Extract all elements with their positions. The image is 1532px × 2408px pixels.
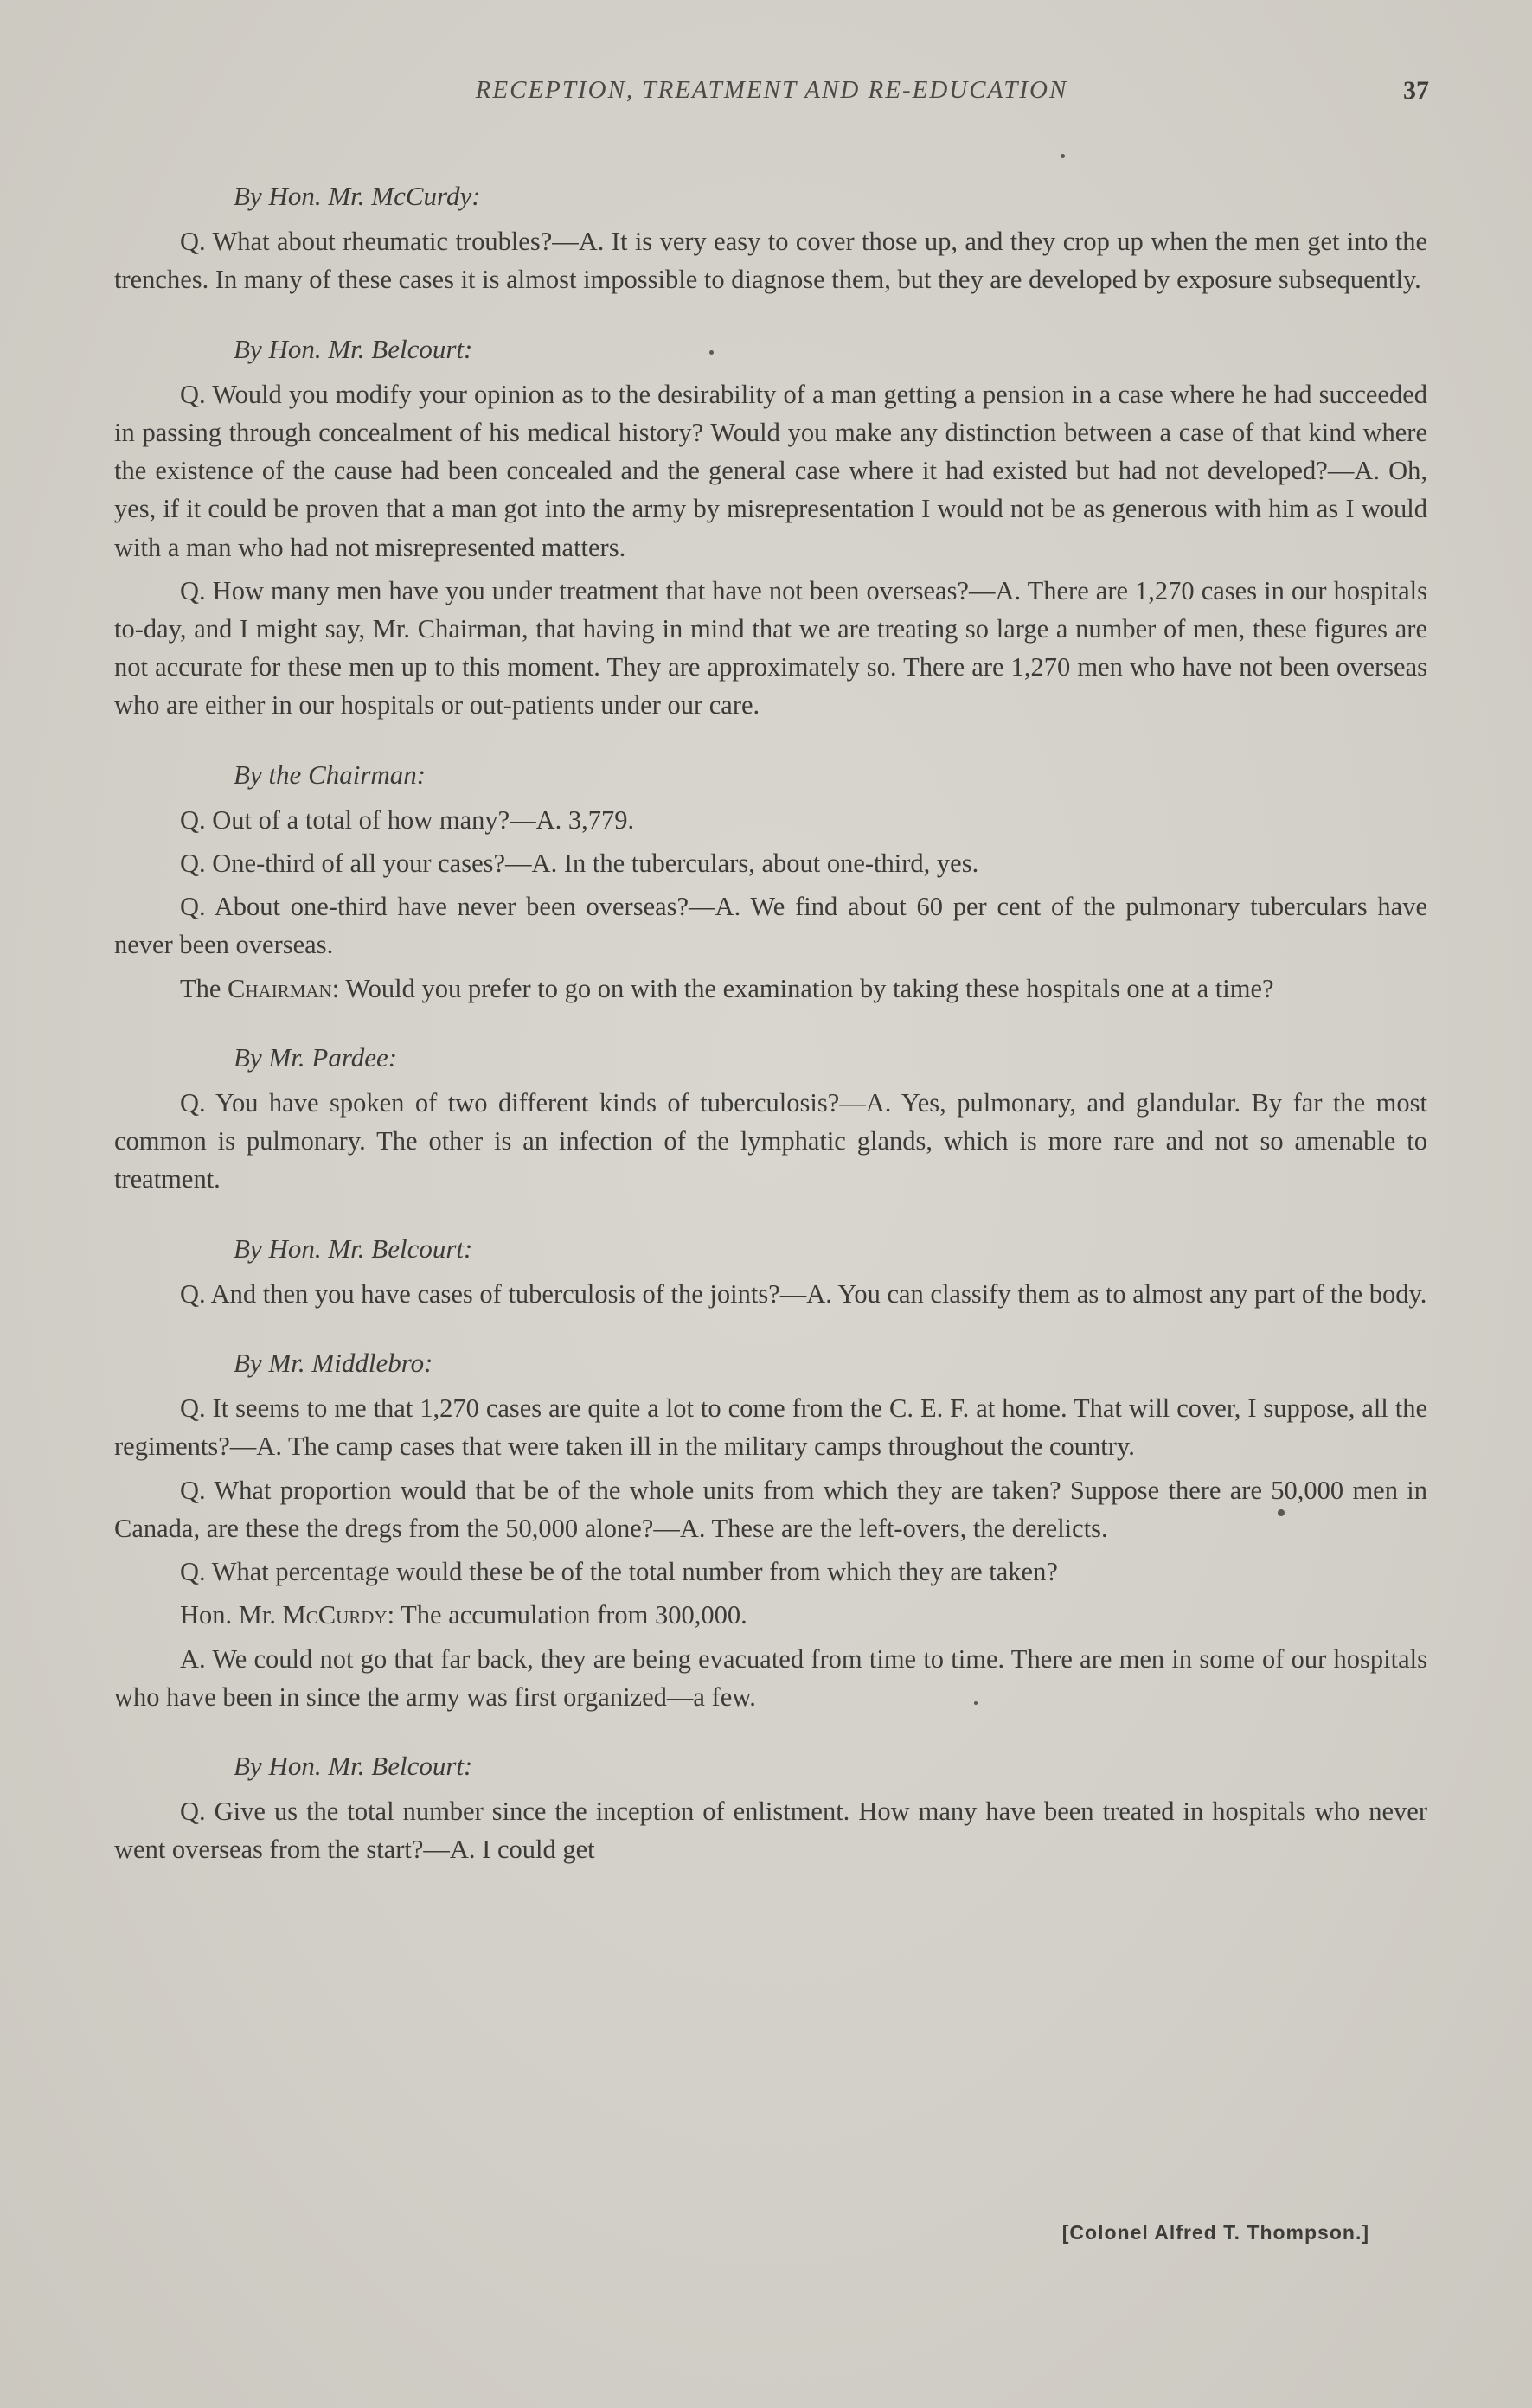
testimony-paragraph: Q. About one-third have never been overseas?—A. We find about 60 per cent of the pulmonary tuberculars have never been overseas. <box>114 892 1427 960</box>
paper-speck <box>1278 1509 1285 1516</box>
statement-prefix: The <box>180 973 228 1003</box>
testimony-paragraph: Q. It seems to me that 1,270 cases are quite a lot to come from the C. E. F. at home. That will cover, I suppose, all the regiments?—A. The camp cases that were taken ill in the military camps throughout the country. <box>114 1393 1427 1462</box>
testimony-paragraph: Q. And then you have cases of tuberculosis of the joints?—A. You can classify them as to almost any part of the body. <box>180 1278 1427 1309</box>
chairman-statement <box>114 970 1427 1008</box>
speaker-heading: By Hon. Mr. Belcourt: <box>234 1233 473 1264</box>
testimony-paragraph: A. We could not go that far back, they are being evacuated from time to time. There are men in some of our hospitals who have been in since the army was first organized—a few. <box>114 1643 1427 1712</box>
paper-speck <box>709 350 714 355</box>
testimony-paragraph: Q. Out of a total of how many?—A. 3,779. <box>180 804 635 835</box>
mccurdy-statement <box>114 1596 1427 1634</box>
testimony-paragraph: Q. What percentage would these be of the total number from which they are taken? <box>180 1557 1058 1587</box>
testimony-paragraph: Q. What about rheumatic troubles?—A. It is very easy to cover those up, and they crop up when the men get into the trenches. In many of these cases it is almost impossible to diagnose them, but they are developed by exposure subsequently. <box>114 227 1427 295</box>
testimony-paragraph: Q. Give us the total number since the inception of enlistment. How many have been treated in hospitals who never went overseas from the start?—A. I could get <box>114 1796 1427 1865</box>
speaker-heading: By Hon. Mr. Belcourt: <box>234 1750 473 1781</box>
speaker-heading: By the Chairman: <box>234 759 426 790</box>
testimony-paragraph: Q. You have spoken of two different kinds of tuberculosis?—A. Yes, pulmonary, and glandular. By far the most common is pulmonary. The other is an infection of the lymphatic glands, which is more rare and not so amenable to treatment. <box>114 1088 1427 1194</box>
paper-speck <box>1061 154 1065 158</box>
speaker-heading: By Hon. Mr. McCurdy: <box>234 181 481 211</box>
speaker-heading: By Mr. Pardee: <box>234 1041 398 1073</box>
running-head: RECEPTION, TREATMENT AND RE-EDUCATION <box>475 76 1068 104</box>
paper-speck <box>974 1701 978 1705</box>
testimony-paragraph: Q. How many men have you under treatment that have not been overseas?—A. There are 1,270 cases in our hospitals to-day, and I might say, Mr. Chairman, that having in mind that we are treating so large a number of men, these figures are not accurate for these men up to this moment. They are approximately so. There are 1,270 men who have not been overseas who are either in our hospitals or out-patients under our care. <box>114 575 1427 720</box>
witness-credit: [Colonel Alfred T. Thompson.] <box>1061 2221 1369 2244</box>
statement-text: : Would you prefer to go on with the examination by taking these hospitals one at a time? <box>331 973 1274 1003</box>
testimony-paragraph: Q. One-third of all your cases?—A. In the tuberculars, about one-third, yes. <box>180 849 979 879</box>
statement-text: : The accumulation from 300,000. <box>387 1600 747 1630</box>
testimony-body <box>114 177 1427 1869</box>
speaker-heading: By Hon. Mr. Belcourt: <box>234 333 473 364</box>
statement-speaker: Chairman <box>228 973 332 1003</box>
statement-prefix: Hon. Mr. <box>180 1600 283 1630</box>
testimony-paragraph: Q. What proportion would that be of the whole units from which they are taken? Suppose there are 50,000 men in Canada, are these the dregs from the 50,000 alone?—A. These are the left-overs, the derelicts. <box>114 1475 1427 1543</box>
page-header <box>114 76 1429 119</box>
statement-speaker: McCurdy <box>282 1600 388 1630</box>
speaker-heading: By Mr. Middlebro: <box>234 1348 433 1379</box>
page-number: 37 <box>1403 76 1429 105</box>
testimony-paragraph: Q. Would you modify your opinion as to the desirability of a man getting a pension in a case where he had succeeded in passing through concealment of his medical history? Would you make any distinction between a case of that kind where the existence of the cause had been concealed and the general case where it had existed but had not developed?—A. Oh, yes, if it could be proven that a man got into the army by misrepresentation I would not be as generous with him as I would with a man who had not misrepresented matters. <box>114 379 1427 562</box>
